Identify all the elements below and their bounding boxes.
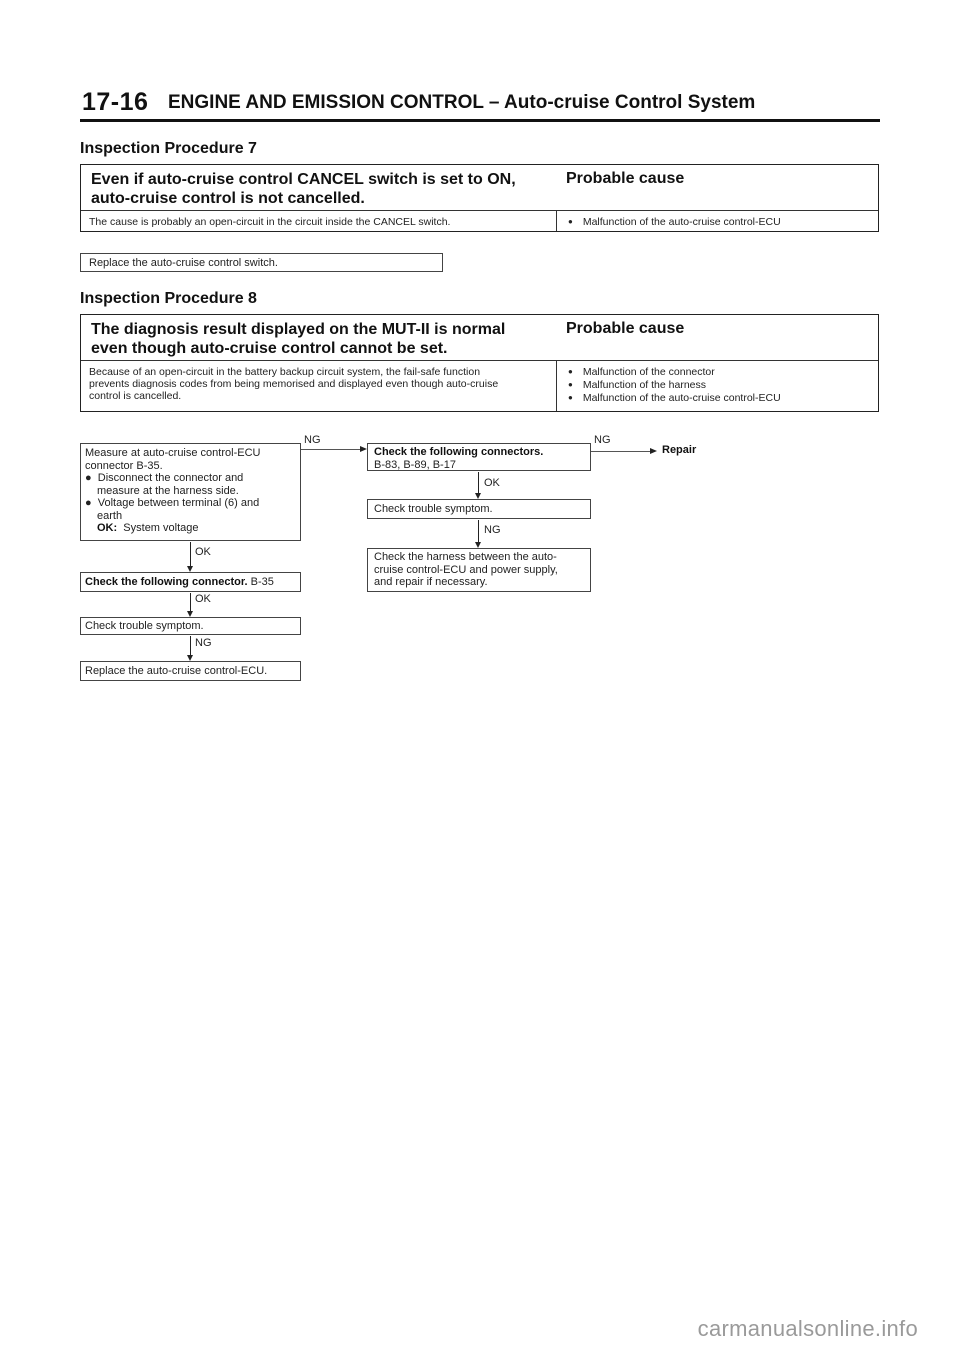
procedure-8-description	[89, 366, 549, 402]
procedure-7-symptom-line1: Even if auto-cruise control CANCEL switch is set to ON,	[91, 171, 516, 188]
measure-bullet-2	[85, 497, 296, 510]
procedure-7-column-divider	[556, 210, 557, 231]
measure-bullet-1-continued: measure at the harness side.	[97, 484, 239, 497]
procedure-7-cause-item: ● Malfunction of the auto-cruise control-ECU	[568, 216, 781, 229]
procedure-7-row-divider	[81, 210, 878, 211]
header-divider	[80, 119, 880, 122]
procedure-8-symptom-line1: The diagnosis result displayed on the MUT-II is normal	[91, 321, 506, 338]
check-connectors-text: Check the following connectors.	[374, 446, 544, 458]
measure-bullet-2-text: Voltage between terminal (6) and	[97, 497, 260, 509]
measure-line1: Measure at auto-cruise control-ECU	[85, 447, 261, 459]
flow-arrow	[591, 451, 651, 452]
measure-line2: connector B-35.	[85, 459, 163, 472]
check-harness-box	[367, 548, 591, 592]
ok-label: OK	[484, 477, 500, 489]
check-harness-line3: and repair if necessary.	[374, 576, 488, 588]
measure-ecu-connector-box	[80, 443, 301, 541]
measure-ok-criterion	[85, 522, 296, 535]
measure-bullet-2-continued: earth	[97, 509, 123, 522]
measure-bullet-1-text: Disconnect the connector and	[97, 472, 244, 484]
procedure-8-column-divider	[556, 360, 557, 411]
repair-label: Repair	[662, 444, 697, 456]
replace-ecu-box	[80, 661, 301, 681]
procedure-7-title: Inspection Procedure 7	[80, 140, 257, 157]
procedure-8-description-line2: prevents diagnosis codes from being memorised and displayed even though auto-cruise	[89, 378, 499, 390]
page-title: ENGINE AND EMISSION CONTROL – Auto-cruise Control System	[168, 92, 756, 113]
measure-bullet-1	[85, 472, 296, 485]
procedure-7-description: The cause is probably an open-circuit in the circuit inside the CANCEL switch.	[89, 216, 451, 228]
check-symptom-right-box	[367, 499, 591, 519]
procedure-8-description-line1: Because of an open-circuit in the battery backup circuit system, the fail-safe function	[89, 366, 481, 378]
check-connectors-codes: B-83, B-89, B-17	[374, 458, 456, 471]
site-watermark: carmanualsonline.info	[697, 1316, 918, 1341]
flow-arrow	[190, 542, 191, 567]
procedure-7-action-box	[80, 253, 443, 272]
check-connector-box	[80, 572, 301, 592]
procedure-8-cause-item: ● Malfunction of the auto-cruise control-ECU	[568, 392, 781, 405]
procedure-8-row-divider	[81, 360, 878, 361]
check-symptom-left-box	[80, 617, 301, 635]
procedure-8-symptom-line2: even though auto-cruise control cannot be set.	[91, 340, 448, 357]
procedure-7-probable-cause-header: Probable cause	[566, 170, 685, 187]
procedure-8-cause-item: ● Malfunction of the harness	[568, 379, 781, 392]
bullet-dot-icon: ●	[85, 497, 98, 509]
measure-ok-value: System voltage	[123, 522, 199, 534]
procedure-8-probable-cause-header: Probable cause	[566, 320, 685, 337]
ng-label: NG	[484, 524, 501, 536]
flow-arrow	[478, 472, 479, 494]
procedure-7-table	[80, 164, 879, 232]
procedure-8-cause-item: ● Malfunction of the connector	[568, 366, 781, 379]
replace-ecu-text: Replace the auto-cruise control-ECU.	[85, 665, 268, 677]
flow-arrow	[190, 593, 191, 612]
check-symptom-left-text: Check trouble symptom.	[85, 620, 204, 632]
page-number: 17-16	[82, 88, 149, 116]
check-symptom-right-text: Check trouble symptom.	[374, 503, 493, 515]
flow-arrow	[190, 636, 191, 656]
flow-arrow	[301, 449, 361, 450]
ok-label: OK	[195, 546, 211, 558]
ng-label: NG	[195, 637, 212, 649]
measure-ok-label: OK:	[97, 522, 118, 534]
flow-arrow	[478, 520, 479, 543]
check-harness-line2: cruise control-ECU and power supply,	[374, 563, 558, 576]
check-connector-code: B-35	[250, 576, 274, 588]
procedure-8-cause-list	[568, 366, 781, 405]
ok-label: OK	[195, 593, 211, 605]
check-connector-text: Check the following connector.	[85, 576, 248, 588]
check-connectors-box	[367, 443, 591, 471]
check-harness-line1: Check the harness between the auto-	[374, 551, 557, 563]
procedure-8-table	[80, 314, 879, 412]
ng-label: NG	[304, 434, 321, 446]
procedure-8-title: Inspection Procedure 8	[80, 290, 257, 307]
procedure-7-symptom-line2: auto-cruise control is not cancelled.	[91, 190, 365, 207]
procedure-7-cause-list	[568, 216, 781, 229]
ng-label: NG	[594, 434, 611, 446]
procedure-7-action: Replace the auto-cruise control switch.	[89, 257, 278, 269]
procedure-8-description-line3: control is cancelled.	[89, 390, 182, 402]
bullet-dot-icon: ●	[85, 472, 98, 484]
